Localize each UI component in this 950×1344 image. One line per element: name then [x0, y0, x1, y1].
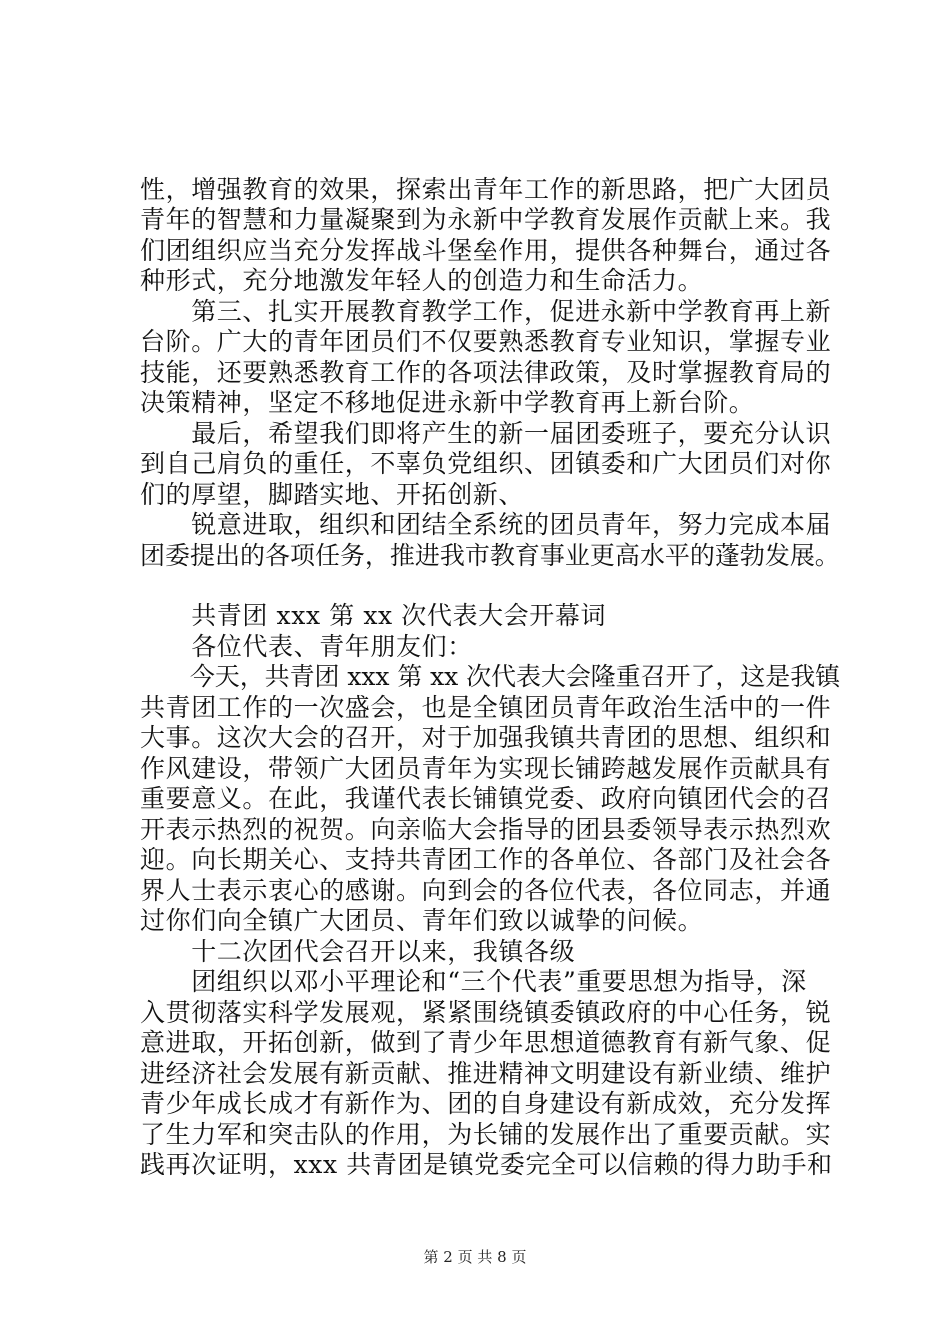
body-text-line: 界人士表示衷心的感谢。向到会的各位代表，各位同志，并通	[140, 876, 832, 905]
body-text-line: 团组织以邓小平理论和“三个代表”重要思想为指导，深	[140, 967, 807, 996]
body-text-line: 重要意义。在此，我谨代表长铺镇党委、政府向镇团代会的召	[140, 784, 832, 813]
body-text-line: 意进取，开拓创新，做到了青少年思想道德教育有新气象、促	[140, 1028, 832, 1057]
body-text-line: 种形式，充分地激发年轻人的创造力和生命活力。	[140, 266, 704, 295]
body-text-line: 技能，还要熟悉教育工作的各项法律政策，及时掌握教育局的	[140, 358, 832, 387]
section-title: 共青团 xxx 第 xx 次代表大会开幕词	[140, 601, 607, 630]
page-number: 第 2 页 共 8 页	[423, 1248, 527, 1266]
body-text-line: 青年的智慧和力量凝聚到为永新中学教育发展作贡献上来。我	[140, 205, 832, 234]
body-text-line: 团委提出的各项任务，推进我市教育事业更高水平的蓬勃发展。	[140, 541, 840, 570]
body-text-line: 今天，共青团 xxx 第 xx 次代表大会隆重召开了，这是我镇	[140, 662, 841, 691]
body-text-line: 迎。向长期关心、支持共青团工作的各单位、各部门及社会各	[140, 845, 832, 874]
body-text-line: 进经济社会发展有新贡献、推进精神文明建设有新业绩、维护	[140, 1059, 832, 1088]
body-text-line: 过你们向全镇广大团员、青年们致以诚挚的问候。	[140, 906, 704, 935]
body-text-line: 锐意进取，组织和团结全系统的团员青年，努力完成本届	[140, 510, 832, 539]
body-text-line: 开表示热烈的祝贺。向亲临大会指导的团县委领导表示热烈欢	[140, 815, 832, 844]
body-text-line: 最后，希望我们即将产生的新一届团委班子，要充分认识	[140, 419, 832, 448]
body-text-line: 第三、扎实开展教育教学工作，促进永新中学教育再上新	[140, 297, 832, 326]
body-text-line: 台阶。广大的青年团员们不仅要熟悉教育专业知识，掌握专业	[140, 327, 832, 356]
body-text-line: 了生力军和突击队的作用，为长铺的发展作出了重要贡献。实	[140, 1120, 832, 1149]
body-text-line: 十二次团代会召开以来，我镇各级	[140, 937, 576, 966]
body-text-line: 们的厚望，脚踏实地、开拓创新、	[140, 480, 525, 509]
body-text-line: 们团组织应当充分发挥战斗堡垒作用，提供各种舞台，通过各	[140, 236, 832, 265]
body-text-line: 共青团工作的一次盛会，也是全镇团员青年政治生活中的一件	[140, 693, 832, 722]
body-text-line: 作风建设，带领广大团员青年为实现长铺跨越发展作贡献具有	[140, 754, 832, 783]
body-text-line: 践再次证明，xxx 共青团是镇党委完全可以信赖的得力助手和	[140, 1150, 833, 1179]
body-text-line: 入贯彻落实科学发展观，紧紧围绕镇委镇政府的中心任务，锐	[140, 998, 832, 1027]
body-text-line: 青少年成长成才有新作为、团的自身建设有新成效，充分发挥	[140, 1089, 832, 1118]
body-text-line: 性，增强教育的效果，探索出青年工作的新思路，把广大团员	[140, 175, 832, 204]
body-text-line: 到自己肩负的重任，不辜负党组织、团镇委和广大团员们对你	[140, 449, 832, 478]
body-text-line: 大事。这次大会的召开，对于加强我镇共青团的思想、组织和	[140, 723, 832, 752]
body-text-line: 决策精神，坚定不移地促进永新中学教育再上新台阶。	[140, 388, 755, 417]
salutation: 各位代表、青年朋友们：	[140, 632, 473, 661]
